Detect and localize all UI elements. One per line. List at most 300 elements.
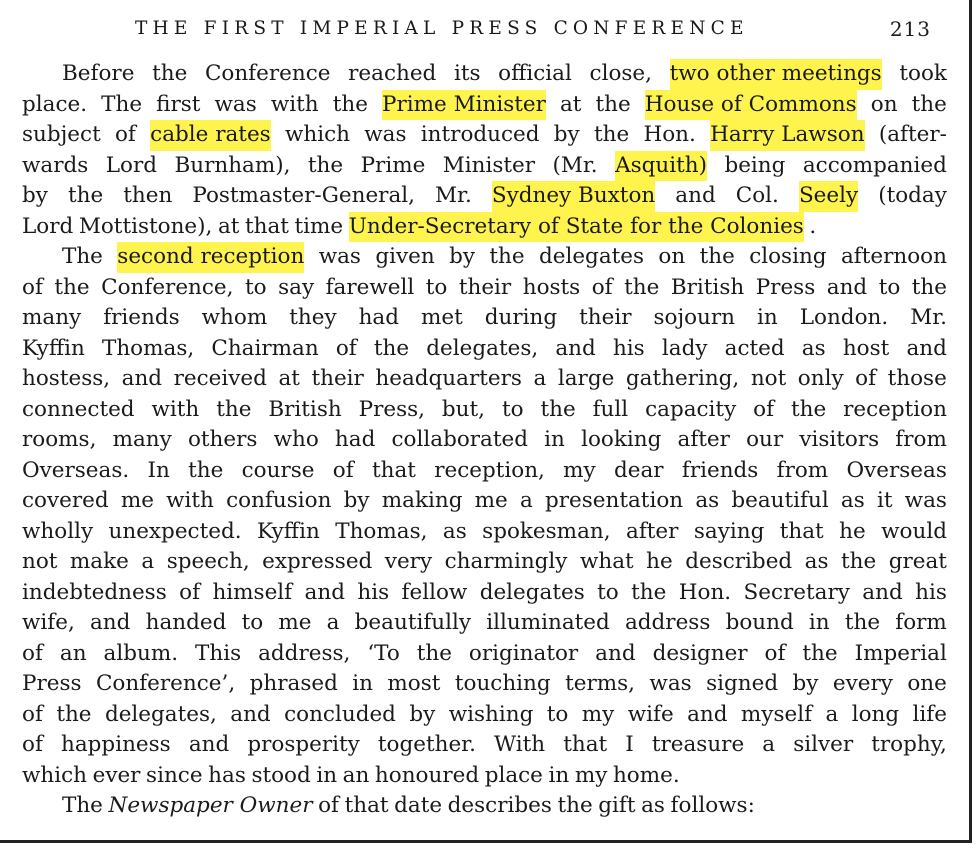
word: friends <box>681 457 759 483</box>
word: the <box>67 183 104 208</box>
word: by <box>409 701 436 727</box>
word: afternoon <box>840 244 947 269</box>
word: as <box>801 335 826 361</box>
word: after <box>626 518 679 544</box>
word: Chairman <box>211 335 319 361</box>
word: together. <box>377 732 476 757</box>
word: Conference <box>204 61 331 86</box>
text-line <box>22 90 947 121</box>
page-number: 213 <box>889 17 931 41</box>
word: dear <box>613 457 664 483</box>
word: wife, <box>22 610 75 635</box>
word: and <box>230 701 271 727</box>
highlighted-phrase: House of Commons <box>645 90 857 121</box>
word: an <box>59 640 87 666</box>
word: had <box>334 427 376 452</box>
word: Mottistone), <box>78 213 213 239</box>
word: describes <box>447 793 552 818</box>
word: confusion <box>226 488 332 513</box>
word: hosts <box>522 274 581 300</box>
word: the <box>841 549 877 574</box>
word: to <box>425 274 448 300</box>
word: time <box>294 213 344 239</box>
word: the <box>595 91 631 117</box>
word: to <box>546 701 569 727</box>
word: since <box>146 762 203 788</box>
word: making <box>381 488 463 513</box>
word: had <box>358 305 400 330</box>
word: has <box>208 762 246 788</box>
text-line <box>22 578 947 609</box>
word: then <box>123 183 173 208</box>
word: (Mr. <box>552 152 598 178</box>
word: by <box>449 244 475 269</box>
word: by <box>553 122 580 147</box>
word: Mr. <box>910 305 947 330</box>
text-line <box>22 181 947 212</box>
word: he <box>839 518 866 544</box>
word: This <box>195 640 242 666</box>
word: Lord <box>22 213 74 239</box>
word: in <box>548 762 570 788</box>
word: in <box>544 427 565 452</box>
word: covered <box>22 488 109 513</box>
word: of <box>753 396 775 422</box>
text-line <box>22 273 947 304</box>
word: and <box>89 610 131 635</box>
word: the <box>593 122 630 147</box>
text-line <box>22 59 947 90</box>
word: visitors <box>799 427 880 452</box>
word: whom <box>201 305 268 330</box>
word: the <box>56 701 92 727</box>
word: Press, <box>358 396 425 422</box>
word: spokesman, <box>482 518 611 544</box>
word: and <box>906 335 947 361</box>
word: stood <box>251 762 311 788</box>
word: to <box>878 274 901 300</box>
word: and <box>555 335 596 361</box>
word: The <box>101 91 143 117</box>
word: delegates, <box>426 335 539 361</box>
word: many <box>22 305 82 330</box>
word: Col. <box>735 183 779 208</box>
word: reception, <box>434 457 545 483</box>
text-line <box>22 547 947 578</box>
word: long <box>851 701 900 727</box>
word: connected <box>22 396 135 422</box>
word: the <box>557 793 593 818</box>
word: he <box>646 549 673 574</box>
word: London. <box>799 305 889 330</box>
word: of <box>855 366 877 391</box>
word: his <box>915 579 947 605</box>
word: during <box>484 305 558 330</box>
word: The <box>62 244 103 269</box>
word: to <box>501 396 524 422</box>
word: expressed <box>262 549 373 574</box>
word: bound <box>725 610 794 635</box>
word: who <box>273 427 319 452</box>
word: gift <box>598 793 636 818</box>
word: with <box>270 91 319 117</box>
word: a <box>326 610 340 635</box>
word: friends <box>103 305 180 330</box>
word: Lord <box>105 152 157 178</box>
word: my <box>563 457 596 483</box>
word: an <box>342 762 370 788</box>
text-line <box>22 425 947 456</box>
word: home. <box>612 762 680 788</box>
text-line <box>22 242 947 273</box>
word: at <box>217 213 240 239</box>
word: (today <box>878 183 947 208</box>
word: its <box>453 61 481 86</box>
word: and <box>121 366 163 391</box>
word: British <box>268 396 342 422</box>
text-line <box>22 761 947 792</box>
word: delegates, <box>104 701 217 727</box>
word: charmingly <box>444 549 568 574</box>
italic-title: Newspaper Owner <box>108 793 313 818</box>
highlighted-phrase: Asquith) <box>615 151 707 182</box>
word: treasure <box>651 732 745 757</box>
word: with <box>166 488 214 513</box>
word: the <box>332 91 368 117</box>
word: many <box>112 427 172 452</box>
word: with <box>151 396 200 422</box>
text-line <box>22 639 947 670</box>
word: not <box>750 366 787 391</box>
word: Hon. <box>678 579 732 605</box>
highlighted-phrase: Under-Secretary of State for the Colonies <box>349 212 804 243</box>
word: great <box>888 549 947 574</box>
word: acted <box>724 335 785 361</box>
word: of <box>332 457 354 483</box>
text-line <box>22 364 947 395</box>
word: to <box>241 610 264 635</box>
word: designer <box>652 640 748 666</box>
word: me <box>120 488 154 513</box>
word: Hon. <box>643 122 696 147</box>
running-head <box>20 12 931 46</box>
word: beautifully <box>354 610 472 635</box>
word: place. <box>22 91 88 117</box>
text-line <box>22 730 947 761</box>
word: happiness <box>61 732 171 757</box>
word: of <box>179 579 201 605</box>
word: follows: <box>670 793 755 818</box>
word: one <box>907 671 947 696</box>
word: of <box>318 793 340 818</box>
word: Burnham), <box>174 152 291 178</box>
word: from <box>895 427 947 452</box>
word: the <box>699 244 735 269</box>
word: took <box>899 61 947 86</box>
word: to <box>245 274 267 300</box>
word: that <box>779 518 824 544</box>
word: and <box>675 183 716 208</box>
word: place <box>484 762 543 788</box>
word: as <box>804 549 829 574</box>
text-line <box>22 120 947 151</box>
word: was <box>318 244 361 269</box>
word: delegates <box>538 244 645 269</box>
word: ever <box>92 762 141 788</box>
word: himself <box>212 579 293 605</box>
word: Overseas. <box>22 457 130 483</box>
word: sojourn <box>653 305 736 330</box>
word: course <box>241 457 315 483</box>
word: farewell <box>325 274 415 300</box>
word: in <box>352 671 373 696</box>
word: first <box>156 91 201 117</box>
word: (after- <box>878 122 947 147</box>
word: being <box>724 152 786 178</box>
word: I <box>625 732 634 757</box>
word: that <box>344 793 389 818</box>
word: met <box>421 305 463 330</box>
word: in <box>316 762 338 788</box>
word: to <box>597 579 619 605</box>
word: reached <box>348 61 437 86</box>
word: Imperial <box>854 640 947 666</box>
word: concluded <box>284 701 396 727</box>
word: me <box>474 488 508 513</box>
word: given <box>375 244 435 269</box>
word: handed <box>145 610 227 635</box>
word: by <box>792 671 819 696</box>
word: wards <box>22 152 89 178</box>
word: on <box>658 244 686 269</box>
word: they <box>289 305 337 330</box>
word: lady <box>661 335 708 361</box>
highlighted-phrase: Seely <box>799 181 858 212</box>
word: at <box>278 366 300 391</box>
word: life <box>912 701 947 727</box>
word: which <box>22 762 88 788</box>
word: delegates <box>479 579 585 605</box>
word: prosperity <box>247 732 360 757</box>
word: in <box>757 305 778 330</box>
word: Kyffin <box>256 518 320 544</box>
word: described <box>685 549 793 574</box>
word: as <box>641 793 665 818</box>
word: the <box>790 396 827 422</box>
word: touching <box>454 671 551 696</box>
word: subject <box>22 122 101 147</box>
word: Kyffin <box>22 335 85 361</box>
word: my <box>581 701 615 727</box>
word: the <box>188 457 224 483</box>
word: every <box>832 671 893 696</box>
text-line <box>22 486 947 517</box>
word: wholly <box>22 518 94 544</box>
word: accompanied <box>802 152 947 178</box>
word: very <box>384 549 433 574</box>
word: reception <box>843 396 947 422</box>
word: date <box>394 793 443 818</box>
word: the <box>307 152 344 178</box>
word: that <box>563 732 608 757</box>
word: and <box>188 732 230 757</box>
word: but, <box>441 396 486 422</box>
word: by <box>343 488 370 513</box>
word: British <box>670 274 745 300</box>
word: and <box>862 579 903 605</box>
word: and <box>826 274 868 300</box>
word: wife <box>627 701 674 727</box>
word: others <box>187 427 258 452</box>
word: the <box>216 396 252 422</box>
word: as <box>840 488 865 513</box>
word: full <box>592 396 629 422</box>
word: which <box>284 122 350 147</box>
word: illuminated <box>486 610 610 635</box>
word: Mr. <box>435 183 472 208</box>
word: was <box>649 671 692 696</box>
word: the <box>416 640 452 666</box>
word: would <box>881 518 947 544</box>
word: that <box>371 457 416 483</box>
word: originator <box>468 640 579 666</box>
word: Overseas <box>846 457 947 483</box>
word: me <box>278 610 312 635</box>
word: host <box>842 335 890 361</box>
word: of <box>22 732 43 757</box>
word: The <box>62 793 103 818</box>
word: the <box>152 61 188 86</box>
word: our <box>746 427 784 452</box>
text-line <box>22 334 947 365</box>
highlighted-phrase: Prime Minister <box>382 90 546 121</box>
word: official <box>498 61 572 86</box>
word: With <box>494 732 546 757</box>
word: most <box>387 671 441 696</box>
word: the <box>540 396 576 422</box>
word: Prime <box>360 152 426 178</box>
word: the <box>802 640 838 666</box>
word: a <box>825 701 839 727</box>
word: album. <box>103 640 179 666</box>
word: Press <box>22 671 82 696</box>
word: was <box>214 91 257 117</box>
word: their <box>458 274 512 300</box>
word: wishing <box>448 701 534 727</box>
word: beautiful <box>731 488 829 513</box>
text-line <box>22 303 947 334</box>
word: large <box>557 366 615 391</box>
body-text <box>22 59 947 822</box>
word: ‘To <box>367 640 400 666</box>
word: was <box>904 488 947 513</box>
word: after <box>677 427 730 452</box>
word: gathering, <box>625 366 740 391</box>
text-line <box>22 151 947 182</box>
text-line <box>22 212 947 243</box>
word: indebtedness <box>22 579 167 605</box>
word: of <box>335 335 357 361</box>
word: headquarters <box>375 366 522 391</box>
word: only <box>797 366 844 391</box>
word: make <box>69 549 129 574</box>
word: presentation <box>544 488 684 513</box>
word: of <box>22 640 43 666</box>
word: of <box>591 274 613 300</box>
word: the <box>911 274 947 300</box>
word: of <box>764 640 786 666</box>
word: form <box>895 610 947 635</box>
word: address <box>624 610 711 635</box>
word: not <box>22 549 58 574</box>
word: close, <box>589 61 652 86</box>
word: Conference, <box>101 274 234 300</box>
word: Before <box>62 61 135 86</box>
word: their <box>311 366 364 391</box>
highlighted-phrase: cable rates <box>150 120 271 151</box>
word: the <box>624 274 660 300</box>
word: In <box>147 457 170 483</box>
word: from <box>776 457 829 483</box>
word: of <box>114 122 136 147</box>
word: his <box>357 579 390 605</box>
text-line <box>22 608 947 639</box>
word: signed <box>706 671 779 696</box>
word: the <box>911 91 947 117</box>
text-line <box>22 700 947 731</box>
highlighted-phrase: second reception <box>117 242 304 273</box>
word: unexpected. <box>108 518 242 544</box>
word: of <box>22 701 43 727</box>
word: a <box>533 366 547 391</box>
word: say <box>278 274 315 300</box>
word: Press <box>755 274 816 300</box>
word: his <box>612 335 645 361</box>
word: hostess, <box>22 366 111 391</box>
word: received <box>173 366 267 391</box>
word: and <box>304 579 345 605</box>
word: the <box>489 244 525 269</box>
highlighted-phrase: Sydney Buxton <box>492 181 655 212</box>
text-line <box>22 517 947 548</box>
word: what <box>579 549 634 574</box>
word: silver <box>793 732 854 757</box>
word: phrased <box>249 671 338 696</box>
word: in <box>808 610 830 635</box>
word: Minister <box>442 152 536 178</box>
word: as <box>442 518 467 544</box>
word: was <box>364 122 407 147</box>
word: the <box>373 335 410 361</box>
word: the <box>54 274 90 300</box>
word: Postmaster-General, <box>192 183 415 208</box>
running-head-title: THE FIRST IMPERIAL PRESS CONFERENCE <box>135 18 749 39</box>
text-line <box>22 791 947 822</box>
word: that <box>245 213 289 239</box>
word: . <box>809 213 817 239</box>
word: fellow <box>401 579 468 605</box>
word: it <box>876 488 893 513</box>
highlighted-phrase: two other meetings <box>670 59 882 90</box>
word: the <box>631 579 667 605</box>
word: speech, <box>166 549 250 574</box>
word: a <box>762 732 776 757</box>
word: rooms, <box>22 427 97 452</box>
word: Thomas, <box>335 518 428 544</box>
word: trophy, <box>871 732 947 757</box>
word: Conference’, <box>95 671 236 696</box>
word: collaborated <box>391 427 529 452</box>
